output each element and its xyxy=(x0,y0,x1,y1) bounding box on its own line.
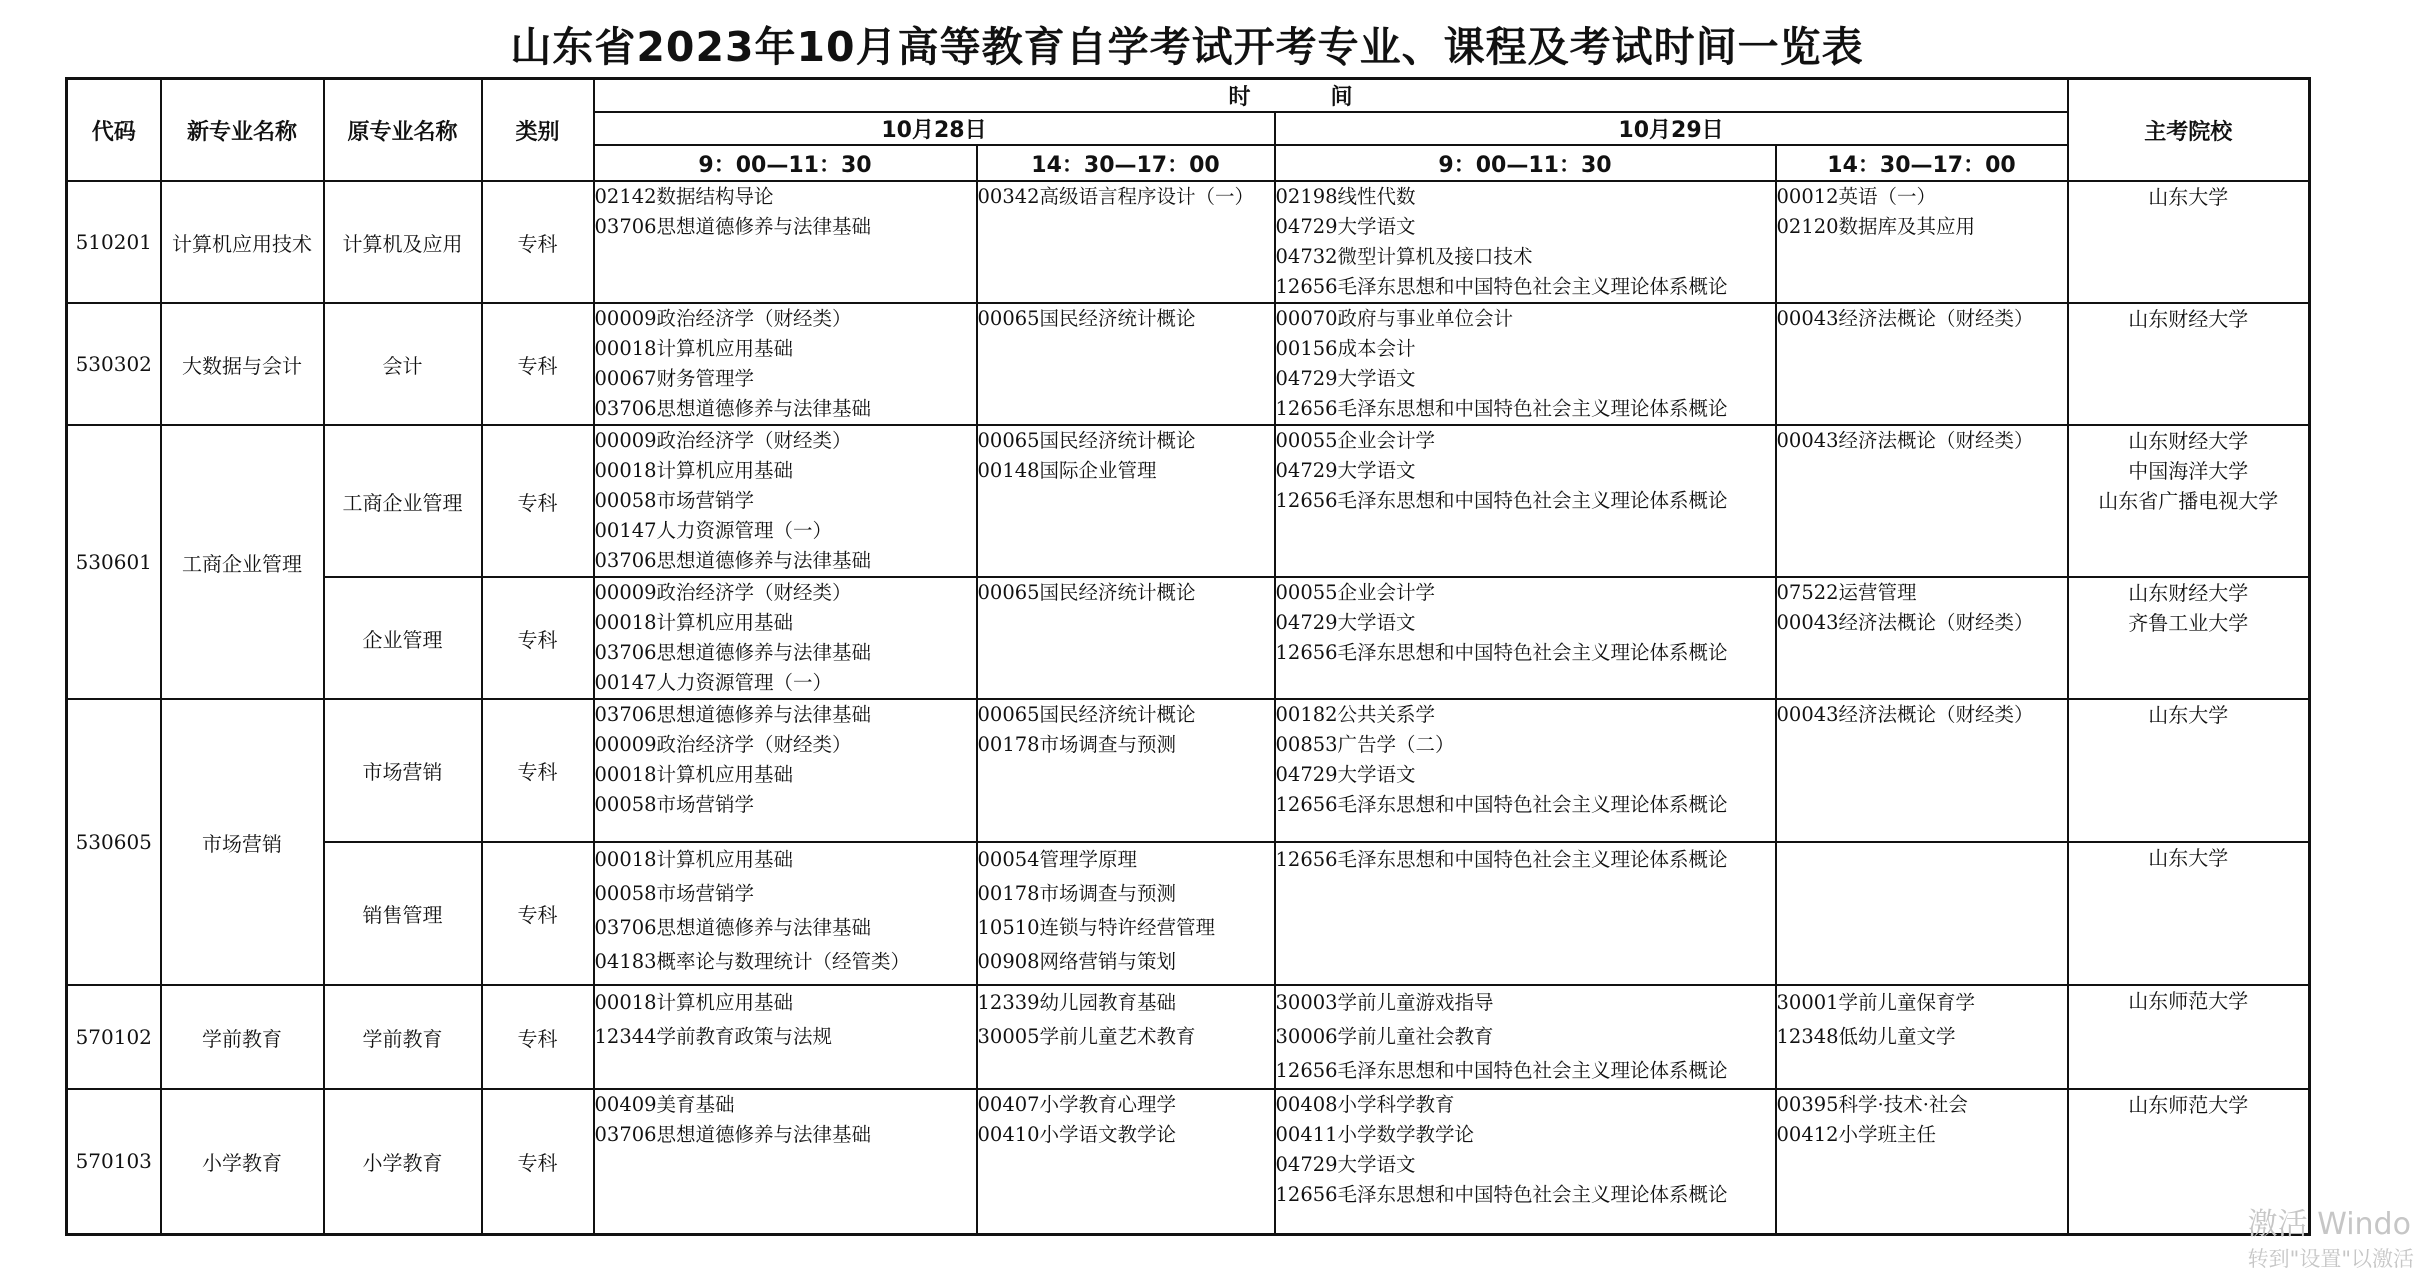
school-name: 中国海洋大学 xyxy=(2128,459,2249,483)
category-cell: 专科 xyxy=(482,1089,594,1234)
course-item: 07522运营管理 xyxy=(1776,581,1917,604)
course-item: 00182公共关系学 xyxy=(1275,703,1436,726)
course-item: 00412小学班主任 xyxy=(1776,1123,1937,1146)
category-cell: 专科 xyxy=(482,577,594,699)
table-row xyxy=(67,181,2310,303)
course-item: 00043经济法概论（财经类） xyxy=(1776,429,2034,452)
course-item: 00018计算机应用基础 xyxy=(594,337,794,360)
course-item: 12344学前教育政策与法规 xyxy=(594,1025,833,1048)
courses-d2-pm xyxy=(1776,181,2068,303)
old-major-cell: 小学教育 xyxy=(324,1089,482,1234)
new-major-cell: 市场营销 xyxy=(161,699,324,985)
course-item: 02142数据结构导论 xyxy=(594,185,774,208)
courses-d2-am xyxy=(1275,577,1776,699)
course-item: 00395科学·技术·社会 xyxy=(1776,1093,1968,1116)
course-item: 03706思想道德修养与法律基础 xyxy=(594,215,872,238)
course-item: 12656毛泽东思想和中国特色社会主义理论体系概论 xyxy=(1275,275,1728,298)
header-d1-pm: 14：30—17：00 xyxy=(977,145,1275,181)
school-name: 山东省广播电视大学 xyxy=(2098,489,2279,513)
course-item: 00018计算机应用基础 xyxy=(594,848,794,871)
header-d2-am: 9：00—11：30 xyxy=(1275,145,1776,181)
header-date-1: 10月28日 xyxy=(594,112,1275,145)
schools-cell xyxy=(2068,842,2310,985)
course-item: 00070政府与事业单位会计 xyxy=(1275,307,1514,330)
header-code: 代码 xyxy=(67,79,161,182)
courses-d1-pm xyxy=(977,842,1275,985)
course-item: 04732微型计算机及接口技术 xyxy=(1275,245,1533,268)
course-item: 00018计算机应用基础 xyxy=(594,763,794,786)
table-row xyxy=(67,303,2310,425)
course-item: 12348低幼儿童文学 xyxy=(1776,1025,1956,1048)
course-item: 00054管理学原理 xyxy=(977,848,1138,871)
course-item: 00009政治经济学（财经类） xyxy=(594,733,852,756)
courses-d1-pm xyxy=(977,425,1275,577)
courses-d2-am xyxy=(1275,842,1776,985)
watermark-line-1: 激活 Windo xyxy=(2247,1207,2411,1242)
courses-d1-am xyxy=(594,577,977,699)
course-item: 00012英语（一） xyxy=(1776,185,1937,208)
courses-d1-pm xyxy=(977,1089,1275,1234)
course-item: 00009政治经济学（财经类） xyxy=(594,581,852,604)
course-item: 12656毛泽东思想和中国特色社会主义理论体系概论 xyxy=(1275,489,1728,512)
table-row xyxy=(67,985,2310,1089)
course-item: 12656毛泽东思想和中国特色社会主义理论体系概论 xyxy=(1275,1183,1728,1206)
course-item: 00409美育基础 xyxy=(594,1093,735,1116)
watermark-line-2: 转到"设置"以激活 xyxy=(2247,1247,2414,1271)
course-item: 30006学前儿童社会教育 xyxy=(1275,1025,1494,1048)
old-major-cell: 计算机及应用 xyxy=(324,181,482,303)
course-item: 00410小学语文教学论 xyxy=(977,1123,1177,1146)
course-item: 12656毛泽东思想和中国特色社会主义理论体系概论 xyxy=(1275,793,1728,816)
courses-d2-pm xyxy=(1776,985,2068,1089)
course-item: 12656毛泽东思想和中国特色社会主义理论体系概论 xyxy=(1275,1059,1728,1082)
courses-d1-am xyxy=(594,699,977,842)
category-cell: 专科 xyxy=(482,303,594,425)
old-major-cell: 会计 xyxy=(324,303,482,425)
course-item: 04729大学语文 xyxy=(1275,611,1416,634)
course-item: 04729大学语文 xyxy=(1275,215,1416,238)
courses-d1-pm xyxy=(977,699,1275,842)
exam-schedule-table xyxy=(65,77,2311,1236)
school-name: 山东师范大学 xyxy=(2128,989,2249,1013)
course-item: 00408小学科学教育 xyxy=(1275,1093,1455,1116)
course-item: 03706思想道德修养与法律基础 xyxy=(594,916,872,939)
header-category: 类别 xyxy=(482,79,594,182)
course-item: 03706思想道德修养与法律基础 xyxy=(594,397,872,420)
courses-d2-pm xyxy=(1776,577,2068,699)
courses-d2-pm xyxy=(1776,303,2068,425)
courses-d1-pm xyxy=(977,303,1275,425)
major-code-cell: 570103 xyxy=(67,1089,161,1234)
school-name: 山东财经大学 xyxy=(2128,581,2249,605)
course-item: 00156成本会计 xyxy=(1275,337,1416,360)
old-major-cell: 工商企业管理 xyxy=(324,425,482,577)
course-item: 00058市场营销学 xyxy=(594,489,755,512)
course-item: 12656毛泽东思想和中国特色社会主义理论体系概论 xyxy=(1275,848,1728,871)
major-code-cell: 570102 xyxy=(67,985,161,1089)
course-item: 00178市场调查与预测 xyxy=(977,882,1177,905)
course-item: 04729大学语文 xyxy=(1275,459,1416,482)
old-major-cell: 企业管理 xyxy=(324,577,482,699)
new-major-cell: 计算机应用技术 xyxy=(161,181,324,303)
school-name: 山东大学 xyxy=(2148,703,2229,727)
new-major-cell: 大数据与会计 xyxy=(161,303,324,425)
windows-activation-watermark xyxy=(2248,1208,2414,1276)
major-code-cell: 510201 xyxy=(67,181,161,303)
category-cell: 专科 xyxy=(482,181,594,303)
schools-cell xyxy=(2068,699,2310,842)
course-item: 12339幼儿园教育基础 xyxy=(977,991,1177,1014)
schools-cell xyxy=(2068,425,2310,577)
header-time: 时间 xyxy=(594,79,2068,113)
course-item: 00055企业会计学 xyxy=(1275,581,1436,604)
courses-d1-am xyxy=(594,303,977,425)
course-item: 04729大学语文 xyxy=(1275,1153,1416,1176)
courses-d2-am xyxy=(1275,699,1776,842)
category-cell: 专科 xyxy=(482,985,594,1089)
course-item: 00043经济法概论（财经类） xyxy=(1776,703,2034,726)
courses-d2-pm xyxy=(1776,842,2068,985)
course-item: 30003学前儿童游戏指导 xyxy=(1275,991,1494,1014)
old-major-cell: 销售管理 xyxy=(324,842,482,985)
courses-d2-am xyxy=(1275,1089,1776,1234)
course-item: 04729大学语文 xyxy=(1275,367,1416,390)
course-item: 02198线性代数 xyxy=(1275,185,1416,208)
school-name: 齐鲁工业大学 xyxy=(2128,611,2249,635)
course-item: 04729大学语文 xyxy=(1275,763,1416,786)
schools-cell xyxy=(2068,181,2310,303)
major-code-cell: 530302 xyxy=(67,303,161,425)
course-item: 00043经济法概论（财经类） xyxy=(1776,611,2034,634)
table-row xyxy=(67,577,2310,699)
course-item: 00342高级语言程序设计（一） xyxy=(977,185,1255,208)
course-item: 03706思想道德修养与法律基础 xyxy=(594,1123,872,1146)
courses-d1-pm xyxy=(977,985,1275,1089)
course-item: 00065国民经济统计概论 xyxy=(977,581,1196,604)
course-item: 00043经济法概论（财经类） xyxy=(1776,307,2034,330)
old-major-cell: 市场营销 xyxy=(324,699,482,842)
course-item: 30001学前儿童保育学 xyxy=(1776,991,1976,1014)
courses-d1-am xyxy=(594,842,977,985)
course-item: 12656毛泽东思想和中国特色社会主义理论体系概论 xyxy=(1275,397,1728,420)
course-item: 00178市场调查与预测 xyxy=(977,733,1177,756)
courses-d2-pm xyxy=(1776,425,2068,577)
course-item: 00018计算机应用基础 xyxy=(594,991,794,1014)
course-item: 00853广告学（二） xyxy=(1275,733,1455,756)
course-item: 00147人力资源管理（一） xyxy=(594,519,833,542)
course-item: 00065国民经济统计概论 xyxy=(977,703,1196,726)
course-item: 00009政治经济学（财经类） xyxy=(594,429,852,452)
new-major-cell: 小学教育 xyxy=(161,1089,324,1234)
header-new-major: 新专业名称 xyxy=(161,79,324,182)
course-item: 03706思想道德修养与法律基础 xyxy=(594,641,872,664)
courses-d1-am xyxy=(594,1089,977,1234)
table-row xyxy=(67,699,2310,842)
major-code-cell: 530605 xyxy=(67,699,161,985)
header-old-major: 原专业名称 xyxy=(324,79,482,182)
table-row xyxy=(67,425,2310,577)
courses-d2-am xyxy=(1275,181,1776,303)
schools-cell xyxy=(2068,577,2310,699)
course-item: 00058市场营销学 xyxy=(594,882,755,905)
course-item: 00055企业会计学 xyxy=(1275,429,1436,452)
courses-d1-am xyxy=(594,985,977,1089)
header-d2-pm: 14：30—17：00 xyxy=(1776,145,2068,181)
new-major-cell: 学前教育 xyxy=(161,985,324,1089)
courses-d1-am xyxy=(594,181,977,303)
course-item: 00148国际企业管理 xyxy=(977,459,1157,482)
course-item: 10510连锁与特许经营管理 xyxy=(977,916,1216,939)
course-item: 30005学前儿童艺术教育 xyxy=(977,1025,1196,1048)
course-item: 00411小学数学教学论 xyxy=(1275,1123,1475,1146)
course-item: 00067财务管理学 xyxy=(594,367,755,390)
course-item: 00147人力资源管理（一） xyxy=(594,671,833,694)
school-name: 山东师范大学 xyxy=(2128,1093,2249,1117)
new-major-cell: 工商企业管理 xyxy=(161,425,324,699)
header-date-2: 10月29日 xyxy=(1275,112,2068,145)
course-item: 00009政治经济学（财经类） xyxy=(594,307,852,330)
school-name: 山东财经大学 xyxy=(2128,307,2249,331)
schools-cell xyxy=(2068,985,2310,1089)
schools-cell xyxy=(2068,303,2310,425)
courses-d1-pm xyxy=(977,181,1275,303)
course-item: 12656毛泽东思想和中国特色社会主义理论体系概论 xyxy=(1275,641,1728,664)
course-item: 00058市场营销学 xyxy=(594,793,755,816)
course-item: 00065国民经济统计概论 xyxy=(977,429,1196,452)
course-item: 03706思想道德修养与法律基础 xyxy=(594,549,872,572)
category-cell: 专科 xyxy=(482,425,594,577)
courses-d2-pm xyxy=(1776,1089,2068,1234)
courses-d1-pm xyxy=(977,577,1275,699)
table-row xyxy=(67,1089,2310,1234)
category-cell: 专科 xyxy=(482,842,594,985)
courses-d2-am xyxy=(1275,425,1776,577)
courses-d2-pm xyxy=(1776,699,2068,842)
course-item: 04183概率论与数理统计（经管类） xyxy=(594,950,911,973)
course-item: 00018计算机应用基础 xyxy=(594,459,794,482)
table-row xyxy=(67,842,2310,985)
old-major-cell: 学前教育 xyxy=(324,985,482,1089)
school-name: 山东大学 xyxy=(2148,846,2229,870)
header-school: 主考院校 xyxy=(2068,79,2310,182)
course-item: 03706思想道德修养与法律基础 xyxy=(594,703,872,726)
category-cell: 专科 xyxy=(482,699,594,842)
courses-d2-am xyxy=(1275,303,1776,425)
courses-d2-am xyxy=(1275,985,1776,1089)
courses-d1-am xyxy=(594,425,977,577)
school-name: 山东财经大学 xyxy=(2128,429,2249,453)
course-item: 00908网络营销与策划 xyxy=(977,950,1177,973)
header-d1-am: 9：00—11：30 xyxy=(594,145,977,181)
major-code-cell: 530601 xyxy=(67,425,161,699)
course-item: 00407小学教育心理学 xyxy=(977,1093,1177,1116)
page-title: 山东省2023年10月高等教育自学考试开考专业、课程及考试时间一览表 xyxy=(510,23,1864,71)
course-item: 00018计算机应用基础 xyxy=(594,611,794,634)
course-item: 02120数据库及其应用 xyxy=(1776,215,1976,238)
school-name: 山东大学 xyxy=(2148,185,2229,209)
course-item: 00065国民经济统计概论 xyxy=(977,307,1196,330)
